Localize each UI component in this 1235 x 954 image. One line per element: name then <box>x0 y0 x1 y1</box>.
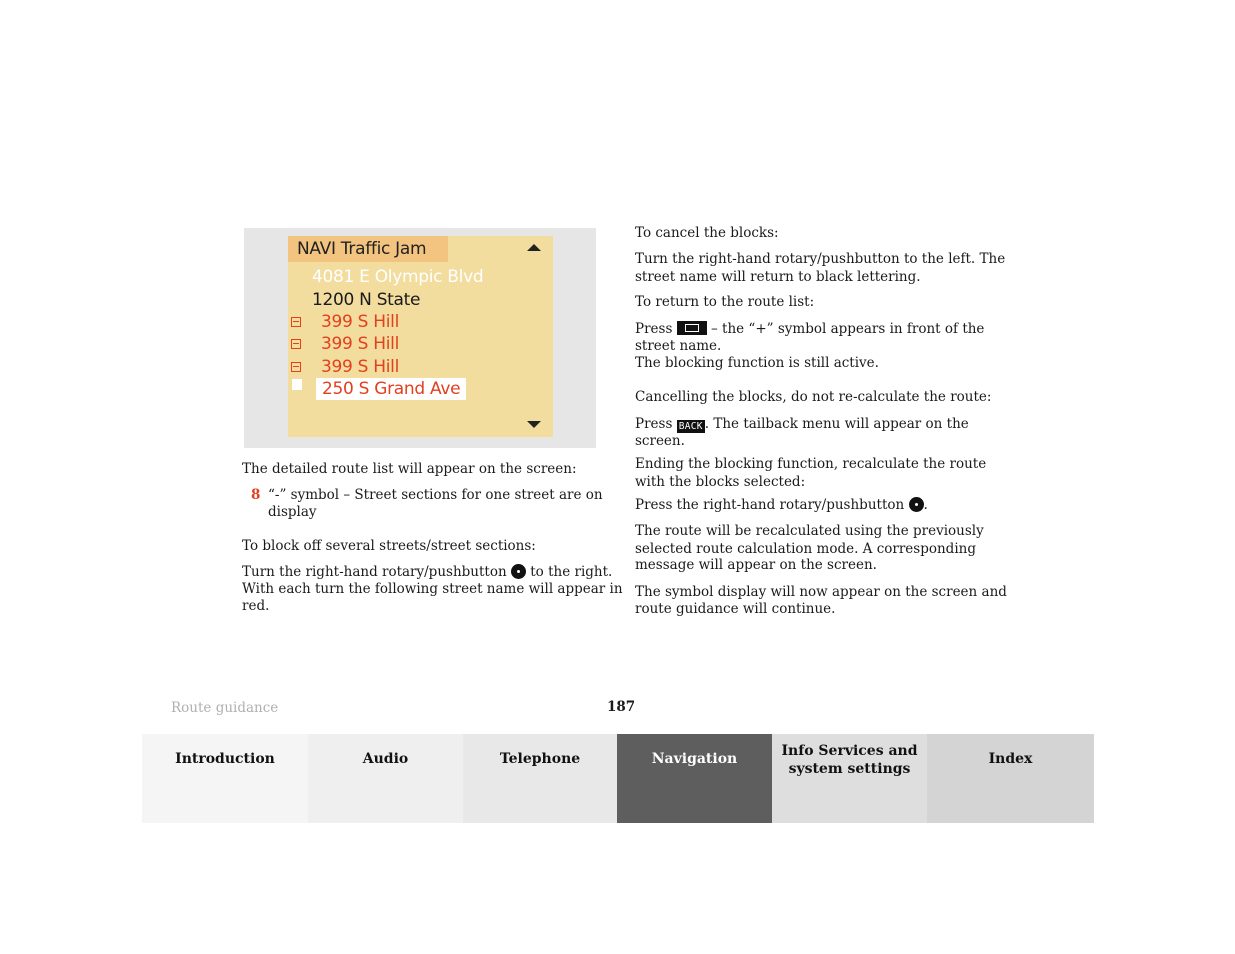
right-paragraph <box>635 497 928 514</box>
back-button-icon: BACK <box>678 421 703 432</box>
navi-display <box>288 236 553 437</box>
rotary-pushbutton-icon <box>909 497 924 512</box>
right-paragraph: screen. <box>635 433 685 449</box>
tab-label: system settings <box>788 761 911 777</box>
right-paragraph: To cancel the blocks: <box>635 225 779 241</box>
right-paragraph: route guidance will continue. <box>635 601 836 617</box>
tab-label: Info Services and <box>781 743 918 759</box>
rotary-pushbutton-icon <box>511 564 526 579</box>
left-paragraph <box>242 564 612 581</box>
minus-block-icon <box>291 339 301 349</box>
right-paragraph <box>635 416 969 433</box>
tab-label: Index <box>988 751 1033 767</box>
right-paragraph: selected route calculation mode. A corresponding <box>635 541 976 557</box>
tab-audio[interactable] <box>308 734 463 823</box>
right-paragraph: Turn the right-hand rotary/pushbutton to the left. The <box>635 251 1006 267</box>
tab-label: Audio <box>362 751 409 767</box>
right-paragraph: The blocking function is still active. <box>635 355 879 371</box>
right-paragraph: message will appear on the screen. <box>635 557 877 573</box>
text-run: Press the right-hand rotary/pushbutton <box>635 497 905 513</box>
tab-label: Telephone <box>499 751 581 767</box>
callout-text: “-” symbol – Street sections for one street are on <box>268 487 603 503</box>
callout-number: 8 <box>251 487 261 503</box>
right-paragraph: Ending the blocking function, recalculate the route <box>635 456 987 472</box>
right-paragraph: To return to the route list: <box>635 294 815 310</box>
section-label: Route guidance <box>171 700 279 716</box>
left-paragraph: red. <box>242 598 270 614</box>
text-run: . <box>923 497 928 513</box>
page-number: 187 <box>607 699 636 715</box>
tab-telephone[interactable] <box>463 734 617 823</box>
right-paragraph <box>635 321 984 338</box>
tab-label: Navigation <box>651 751 738 767</box>
right-paragraph: street name will return to black lettering. <box>635 269 921 285</box>
right-paragraph: street name. <box>635 338 722 354</box>
tab-introduction[interactable] <box>142 734 308 823</box>
text-run: Press <box>635 321 673 337</box>
callout-text: display <box>268 504 317 520</box>
screen-title: NAVI Traffic Jam <box>288 236 448 262</box>
tab-info-services[interactable] <box>772 734 927 823</box>
text-run: Press <box>635 416 673 432</box>
route-row: 399 S Hill <box>321 334 399 354</box>
text-run: – the “+” symbol appears in front of the <box>710 321 985 337</box>
tab-navigation[interactable] <box>617 734 772 823</box>
tab-index[interactable] <box>927 734 1094 823</box>
right-paragraph: Cancelling the blocks, do not re-calculate the route: <box>635 389 992 405</box>
route-row: 399 S Hill <box>321 312 399 332</box>
minus-block-icon <box>291 362 301 372</box>
right-paragraph: The route will be recalculated using the previously <box>635 523 984 539</box>
tab-label: Introduction <box>175 751 275 767</box>
route-row-selected: 250 S Grand Ave <box>316 378 466 400</box>
left-paragraph: To block off several streets/street sections: <box>242 538 536 554</box>
scroll-up-arrow-icon <box>527 244 541 251</box>
minus-block-icon <box>291 317 301 327</box>
text-run: . The tailback menu will appear on the <box>704 416 969 432</box>
navi-screen-figure <box>244 228 596 448</box>
right-paragraph: with the blocks selected: <box>635 474 806 490</box>
list-button-icon <box>677 321 707 335</box>
cursor-box-icon <box>292 379 302 390</box>
left-paragraph: The detailed route list will appear on the screen: <box>242 461 577 477</box>
route-row: 4081 E Olympic Blvd <box>312 267 484 287</box>
text-run: Turn the right-hand rotary/pushbutton <box>242 564 507 580</box>
route-row: 1200 N State <box>312 290 421 310</box>
right-paragraph: The symbol display will now appear on the screen and <box>635 584 1007 600</box>
route-row: 399 S Hill <box>321 357 399 377</box>
text-run: to the right. <box>530 564 613 580</box>
scroll-down-arrow-icon <box>527 421 541 428</box>
left-paragraph: With each turn the following street name will appear in <box>242 581 623 597</box>
